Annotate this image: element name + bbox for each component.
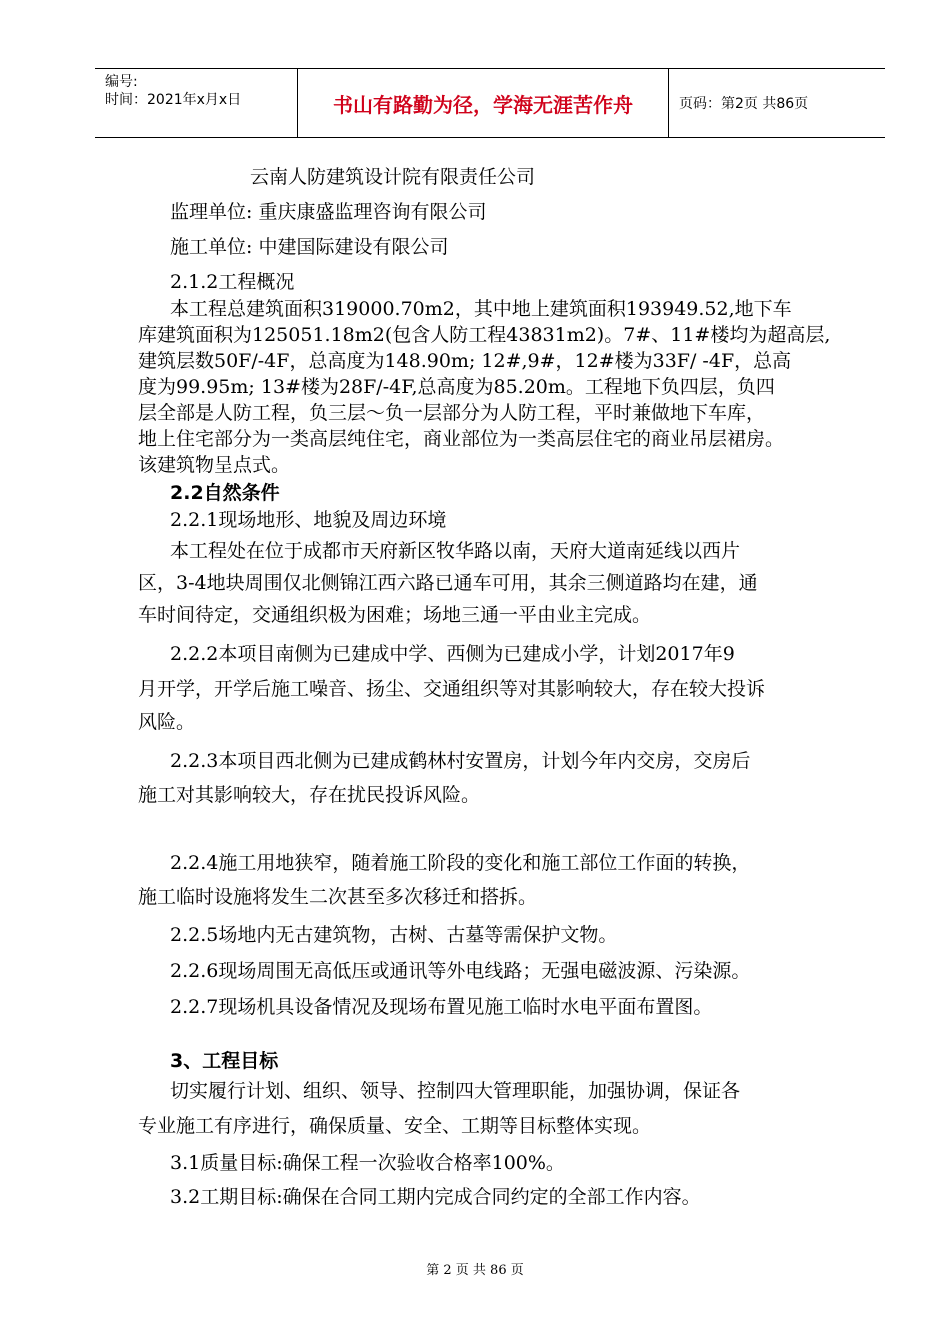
s223-line-1: 施工对其影响较大，存在扰民投诉风险。 — [138, 784, 481, 806]
section-2-1-2-title: 2.1.2工程概况 — [170, 271, 295, 293]
header-motto: 书山有路勤为径，学海无涯苦作舟 — [297, 69, 669, 137]
s3-line-1: 专业施工有序进行，确保质量、安全、工期等目标整体实现。 — [138, 1115, 652, 1137]
s32-text: 3.2工期目标:确保在合同工期内完成合同约定的全部工作内容。 — [170, 1186, 701, 1208]
s225-text: 2.2.5场地内无古建筑物，古树、古墓等需保护文物。 — [170, 924, 618, 946]
s3-line-0: 切实履行计划、组织、领导、控制四大管理职能，加强协调，保证各 — [170, 1080, 741, 1102]
page-header — [95, 68, 885, 138]
header-page-info: 页码：第2页 共86页 — [679, 96, 809, 112]
s224-line-0: 2.2.4施工用地狭窄，随着施工阶段的变化和施工部位工作面的转换， — [170, 852, 751, 874]
section-3-title: 3、工程目标 — [170, 1050, 279, 1072]
s212-line-6: 该建筑物呈点式。 — [138, 454, 291, 476]
s212-line-2: 建筑层数50F/-4F，总高度为148.90m; 12#,9#，12#楼为33F/ -4F，总高 — [138, 350, 792, 372]
header-number-label: 编号: — [105, 74, 138, 90]
header-time-label: 时间：2021年x月x日 — [105, 92, 242, 108]
s212-line-1: 库建筑面积为125051.18m2(包含人防工程43831m2)。7#、11#楼均为超高层, — [138, 324, 831, 346]
supervision-unit: 监理单位: 重庆康盛监理咨询有限公司 — [170, 201, 487, 223]
s212-line-4: 层全部是人防工程，负三层～负一层部分为人防工程，平时兼做地下车库， — [138, 402, 766, 424]
s222-line-1: 月开学，开学后施工噪音、扬尘、交通组织等对其影响较大，存在较大投诉 — [138, 678, 766, 700]
section-2-2-title: 2.2自然条件 — [170, 482, 280, 504]
s221-line-1: 区，3-4地块周围仅北侧锦江西六路已通车可用，其余三侧道路均在建，通 — [138, 572, 758, 594]
s221-line-0: 本工程处在位于成都市天府新区牧华路以南，天府大道南延线以西片 — [170, 540, 741, 562]
s226-text: 2.2.6现场周围无高低压或通讯等外电线路；无强电磁波源、污染源。 — [170, 960, 751, 982]
s212-line-5: 地上住宅部分为一类高层纯住宅，商业部位为一类高层住宅的商业吊层裙房。 — [138, 428, 785, 450]
s221-line-2: 车时间待定，交通组织极为困难；场地三通一平由业主完成。 — [138, 604, 652, 626]
header-meta — [95, 69, 297, 137]
s223-line-0: 2.2.3本项目西北侧为已建成鹤林村安置房，计划今年内交房，交房后 — [170, 750, 751, 772]
construction-unit: 施工单位: 中建国际建设有限公司 — [170, 236, 449, 258]
s227-text: 2.2.7现场机具设备情况及现场布置见施工临时水电平面布置图。 — [170, 996, 713, 1018]
s31-text: 3.1质量目标:确保工程一次验收合格率100%。 — [170, 1152, 565, 1174]
s212-line-3: 度为99.95m; 13#楼为28F/-4F,总高度为85.20m。工程地下负四层，负四 — [138, 376, 775, 398]
section-2-2-1-title: 2.2.1现场地形、地貌及周边环境 — [170, 509, 447, 531]
design-unit: 云南人防建筑设计院有限责任公司 — [250, 166, 536, 188]
s212-line-0: 本工程总建筑面积319000.70m2，其中地上建筑面积193949.52,地下车 — [170, 298, 792, 320]
page-footer: 第 2 页 共 86 页 — [426, 1263, 524, 1278]
s222-line-0: 2.2.2本项目南侧为已建成中学、西侧为已建成小学，计划2017年9 — [170, 643, 735, 665]
s224-line-1: 施工临时设施将发生二次甚至多次移迁和搭拆。 — [138, 886, 538, 908]
s222-line-2: 风险。 — [138, 711, 196, 733]
